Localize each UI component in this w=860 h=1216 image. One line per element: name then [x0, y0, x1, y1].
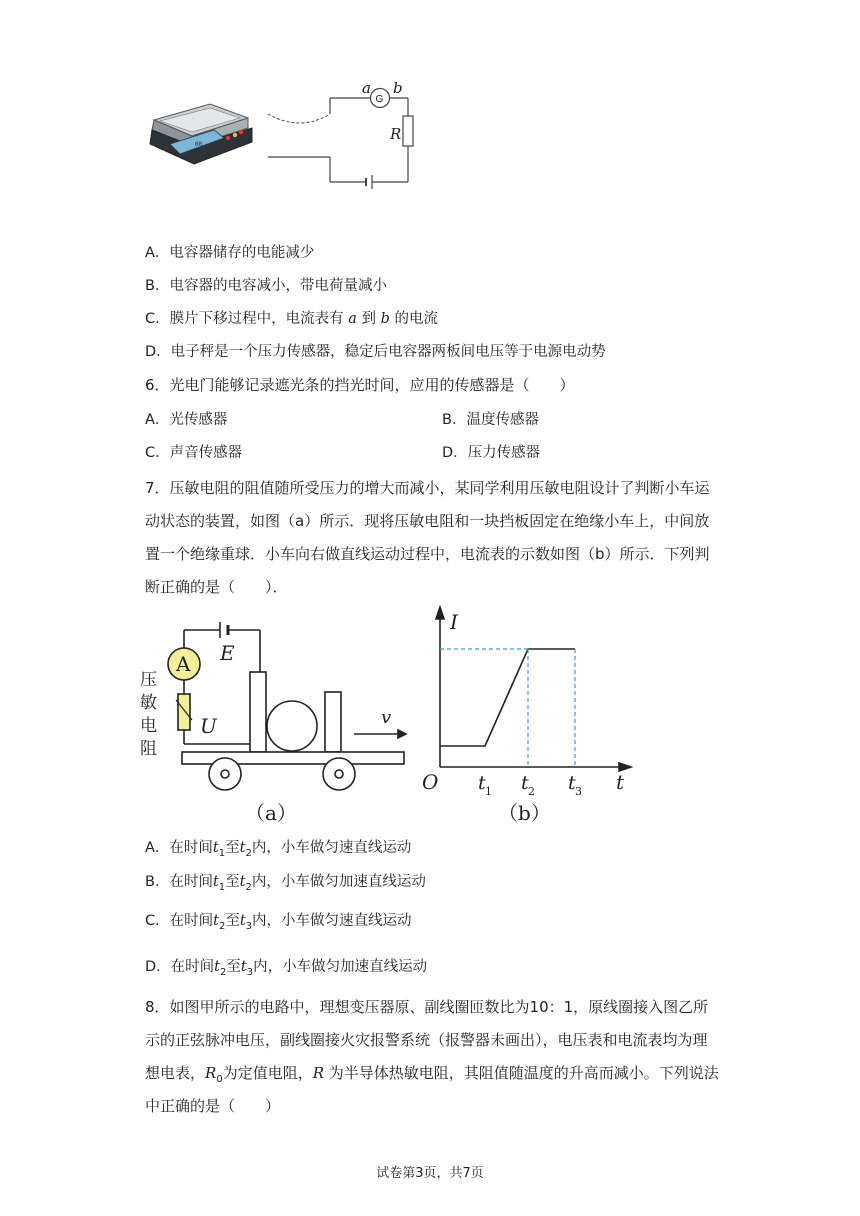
- q5-option-b[interactable]: B．电容器的电容减小，带电荷量减小: [145, 278, 387, 294]
- svg-text:3: 3: [575, 785, 582, 798]
- q8-line3-r0: R: [205, 1064, 217, 1082]
- svg-text:敏: 敏: [140, 693, 157, 713]
- q7-option-a-t-from: t: [212, 840, 219, 856]
- svg-text:b: b: [393, 79, 403, 97]
- q7-option-d-to: 至: [226, 959, 241, 975]
- q5-option-c-post: 的电流: [389, 311, 439, 327]
- q7-option-a-t-from-sub: 1: [218, 847, 226, 859]
- q7-stem-line2: 动状态的装置，如图（a）所示．现将压敏电阻和一块挡板固定在绝缘小车上，中间放: [145, 512, 710, 530]
- q8-stem-line4: 中正确的是（ ）: [145, 1097, 281, 1115]
- q7-option-a-t-to-sub: 2: [245, 847, 252, 859]
- q6-stem: 6．光电门能够记录遮光条的挡光时间，应用的传感器是（ ）: [145, 376, 575, 394]
- q7-option-a-pre: A．在时间: [145, 840, 213, 856]
- q8-line3-pre: 想电表，: [145, 1064, 206, 1082]
- svg-text:v: v: [381, 707, 392, 728]
- q8-line3-r0-sub: 0: [216, 1074, 223, 1085]
- svg-text:（a）: （a）: [245, 801, 297, 825]
- svg-text:t: t: [568, 772, 576, 794]
- q7-stem-line4: 断正确的是（ ）．: [145, 578, 288, 596]
- q5-option-c-mid: 到: [356, 311, 381, 327]
- q7-option-b-t-to-sub: 2: [245, 881, 252, 893]
- q7-option-b-t-to: t: [239, 874, 246, 890]
- q7-option-c[interactable]: [145, 911, 412, 937]
- svg-text:I: I: [450, 610, 458, 634]
- q8-stem-line3: [145, 1063, 719, 1090]
- q7-option-a-post: 内，小车做匀速直线运动: [251, 840, 412, 856]
- q7-option-c-to: 至: [225, 913, 240, 929]
- q7-option-b-pre: B．在时间: [145, 874, 213, 890]
- q8-stem-line1: 8．如图甲所示的电路中，理想变压器原、副线圈匝数比为10：1，原线圈接入图乙所: [145, 998, 709, 1016]
- svg-text:压: 压: [140, 670, 157, 690]
- q7-option-a-to: 至: [225, 840, 240, 856]
- q7-option-d[interactable]: [145, 957, 427, 983]
- svg-text:（b）: （b）: [498, 801, 551, 825]
- q6-option-b[interactable]: B．温度传感器: [442, 412, 539, 428]
- svg-text:t: t: [521, 772, 529, 794]
- q6-option-c[interactable]: C．声音传感器: [145, 445, 243, 461]
- q7-option-d-t-to: t: [240, 959, 247, 975]
- q7-option-b-to: 至: [225, 874, 240, 890]
- electronic-scale-icon: [150, 104, 252, 164]
- q7-option-c-t-to-sub: 3: [245, 920, 253, 932]
- svg-text:2: 2: [528, 785, 535, 798]
- q7-option-d-t-from: t: [214, 959, 220, 975]
- figure-a-cart-circuit: [140, 620, 410, 830]
- svg-text:1: 1: [485, 785, 492, 798]
- q7-stem-line3: 置一个绝缘重球．小车向右做直线运动过程中，电流表的示数如图（b）所示．下列判: [145, 545, 710, 563]
- svg-text:t: t: [478, 772, 486, 794]
- q6-option-d[interactable]: D．压力传感器: [442, 445, 541, 461]
- q7-stem-line1: 7．压敏电阻的阻值随所受压力的增大而减小，某同学利用压敏电阻设计了判断小车运: [145, 479, 710, 497]
- q7-option-b-t-from-sub: 1: [218, 881, 226, 893]
- q7-option-c-pre: C．在时间: [145, 913, 214, 929]
- q7-option-b[interactable]: [145, 872, 426, 898]
- q5-option-d[interactable]: D．电子秤是一个压力传感器，稳定后电容器两板间电压等于电源电动势: [145, 344, 606, 360]
- q7-option-c-post: 内，小车做匀速直线运动: [252, 913, 412, 929]
- svg-text:A: A: [176, 652, 191, 676]
- q8-line3-post: 为半导体热敏电阻，其阻值随温度的升高而减小。下列说法: [324, 1064, 719, 1082]
- q7-option-d-pre: D．在时间: [145, 959, 215, 975]
- q5-option-c-a: a: [348, 311, 357, 327]
- q6-option-a[interactable]: A．光传感器: [145, 412, 228, 428]
- q7-option-d-t-to-sub: 3: [246, 966, 254, 978]
- q7-option-a[interactable]: [145, 838, 411, 864]
- svg-text:G: G: [375, 94, 384, 105]
- q7-option-a-t-to: t: [239, 840, 246, 856]
- svg-text:E: E: [220, 641, 235, 665]
- q5-option-c-b: b: [380, 311, 390, 327]
- q5-option-c[interactable]: [145, 309, 438, 329]
- q5-option-c-text: C．膜片下移过程中，电流表有: [145, 311, 349, 327]
- svg-text:阻: 阻: [140, 739, 157, 759]
- q8-line3-mid: 为定值电阻，: [222, 1064, 313, 1082]
- svg-text:t: t: [616, 770, 625, 794]
- q7-option-c-t-from-sub: 2: [218, 920, 226, 932]
- q7-option-d-t-from-sub: 2: [220, 966, 227, 978]
- q7-option-c-t-to: t: [239, 913, 246, 929]
- svg-text:00: 00: [195, 141, 203, 148]
- svg-text:电: 电: [140, 716, 157, 736]
- svg-text:O: O: [422, 770, 439, 794]
- q8-stem-line2: 示的正弦脉冲电压，副线圈接火灾报警系统（报警器未画出），电压表和电流表均为理: [145, 1031, 708, 1049]
- scale-figure: [140, 78, 430, 190]
- page-footer: 试卷第3页，共7页: [376, 1166, 484, 1181]
- svg-text:U: U: [200, 714, 217, 738]
- svg-text:R: R: [390, 125, 402, 143]
- figure-b-current-graph: [418, 605, 640, 830]
- q7-option-c-t-from: t: [213, 913, 219, 929]
- q7-option-b-post: 内，小车做匀加速直线运动: [251, 874, 426, 890]
- q8-line3-r: R: [312, 1064, 324, 1082]
- svg-text:a: a: [362, 79, 371, 97]
- q7-option-d-post: 内，小车做匀加速直线运动: [253, 959, 428, 975]
- q5-option-a[interactable]: A．电容器储存的电能减少: [145, 245, 315, 261]
- q7-option-b-t-from: t: [212, 874, 219, 890]
